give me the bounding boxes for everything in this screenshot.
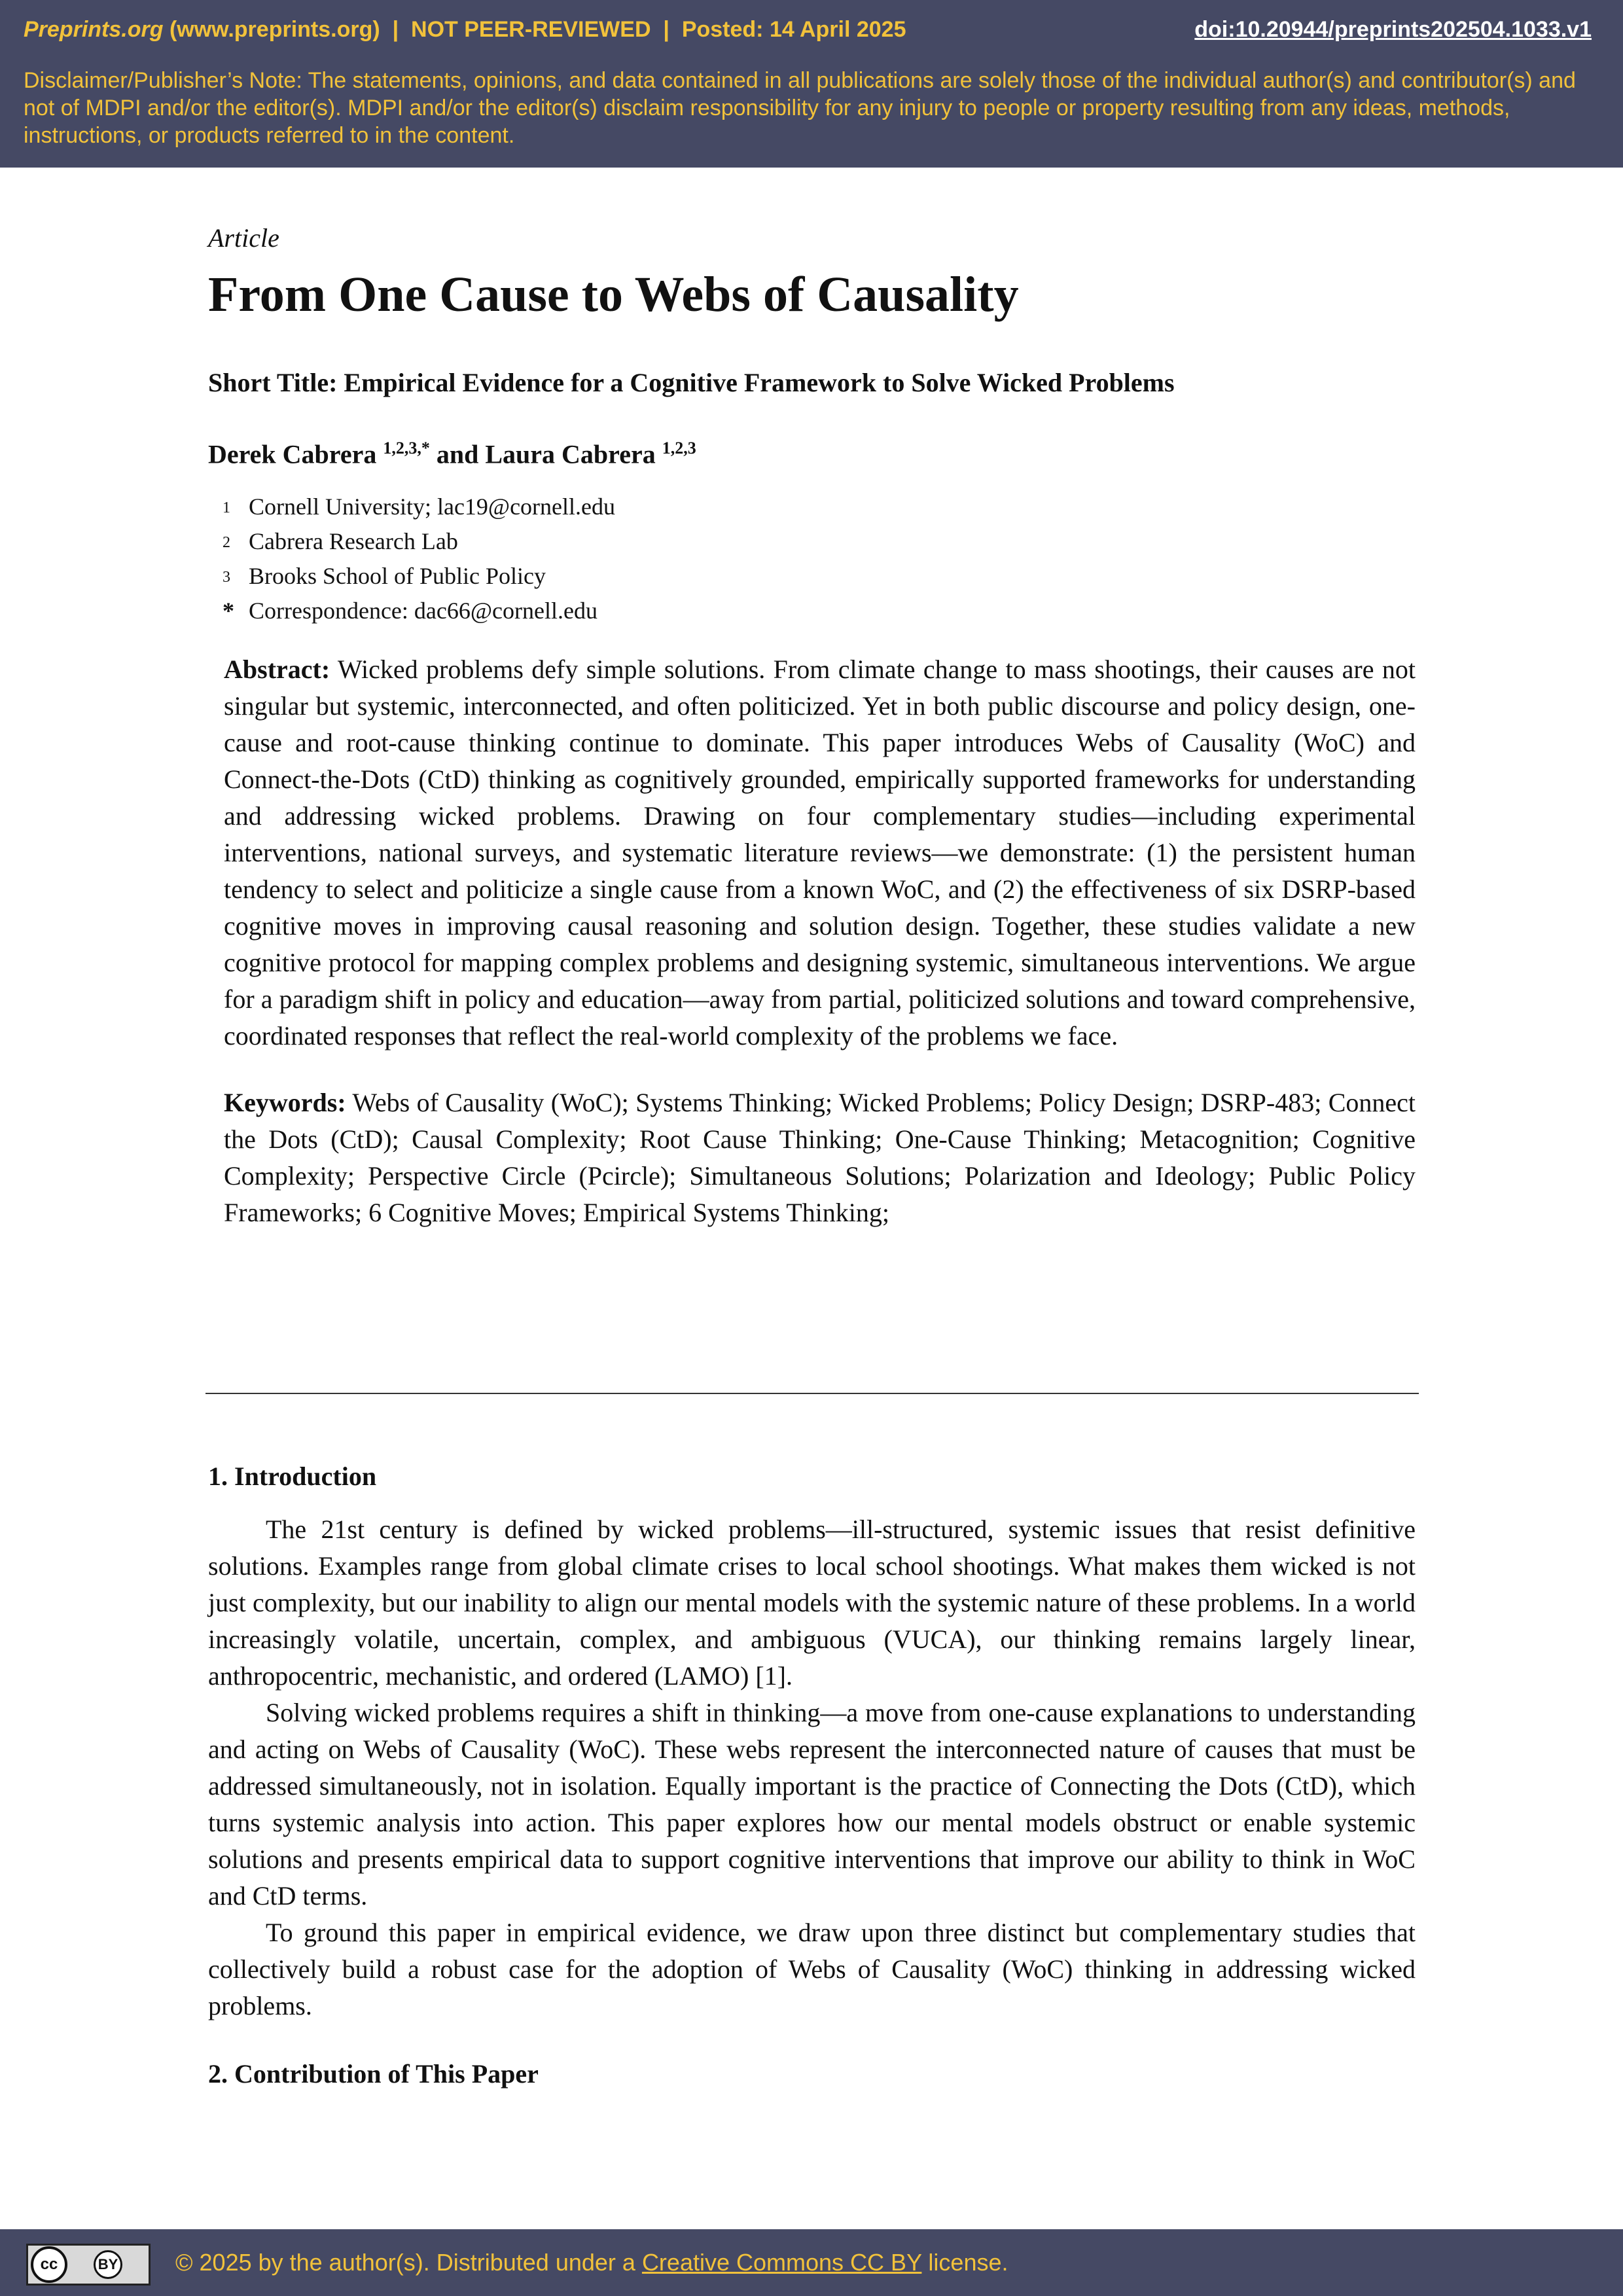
article-front-matter xyxy=(208,223,1416,1231)
author-conjunction: and xyxy=(436,439,479,469)
preprint-header xyxy=(0,0,1623,168)
license-prefix: © 2025 by the author(s). Distributed under a xyxy=(175,2249,635,2276)
author-affil-sup: 1,2,3 xyxy=(662,439,696,457)
affiliation-item xyxy=(223,525,1416,560)
abstract-text: Wicked problems defy simple solutions. From climate change to mass shootings, their causes are not singular but systemic, interconnected, and often politicized. Yet in both public discourse and policy design, one-cause and root-cause thinking continue to dominate. This paper introduces Webs of Causality (WoC) and Connect-the-Dots (CtD) thinking as cognitively grounded, empirically supported frameworks for understanding and addressing wicked problems. Drawing on four complementary studies—including experimental interventions, national surveys, and systematic literature reviews—we demonstrate: (1) the persistent human tendency to select and politicize a single cause from a known WoC, and (2) the effectiveness of six DSRP-based cognitive moves in improving causal reasoning and solution design. Together, these studies validate a new cognitive protocol for mapping complex problems and designing systemic, simultaneous interventions. We argue for a paradigm shift in policy and education—away from partial, politicized solutions and toward comprehensive, coordinated responses that reflect the real-world complexity of the problems we face. xyxy=(224,655,1416,1051)
article-title: From One Cause to Webs of Causality xyxy=(208,267,1019,322)
intro-paragraph: The 21st century is defined by wicked problems—ill-structured, systemic issues that resist definitive solutions. Examples range from global climate crises to local school shootings. What makes them wicked is not just complexity, but our inability to align our mental models with the systemic nature of these problems. In a world increasingly volatile, uncertain, complex, and ambiguous (VUCA), our thinking remains largely linear, anthropocentric, mechanistic, and ordered (LAMO) [1]. xyxy=(208,1515,1416,1691)
short-title: Short Title: Empirical Evidence for a Cognitive Framework to Solve Wicked Problems xyxy=(208,368,1175,397)
keywords-label: Keywords: xyxy=(224,1088,346,1118)
publisher-disclaimer: Disclaimer/Publisher’s Note: The statements, opinions, and data contained in all publications are solely those of the individual author(s) and contributor(s) and not of MDPI and/or the editor(s). MDPI and/or the editor(s) disclaim responsibility for any injury to people or property resulting from any ideas, methods, instructions, or products referred to in the content. xyxy=(24,68,1576,148)
affiliation-item xyxy=(223,490,1416,525)
posted-date: Posted: 14 April 2025 xyxy=(681,17,906,42)
license-link[interactable]: Creative Commons CC BY xyxy=(641,2249,922,2276)
keywords xyxy=(208,1085,1416,1231)
affiliation-number: 1 xyxy=(223,499,230,517)
license-footer xyxy=(0,2229,1623,2296)
license-suffix: license. xyxy=(928,2249,1008,2276)
correspondence-text: Correspondence: dac66@cornell.edu xyxy=(249,598,597,624)
section-divider xyxy=(205,1393,1419,1394)
header-info-line xyxy=(24,17,906,43)
article-type: Article xyxy=(208,223,279,253)
affiliation-item xyxy=(223,560,1416,594)
by-icon: BY xyxy=(94,2250,122,2279)
affiliation-number: 3 xyxy=(223,569,230,586)
intro-paragraph: To ground this paper in empirical evidence, we draw upon three distinct but complementary studies that collectively build a robust case for the adoption of Webs of Causality (WoC) thinking in addressing wicked problems. xyxy=(208,1918,1416,2020)
affiliation-text: Cabrera Research Lab xyxy=(249,528,458,555)
author-name: Derek Cabrera xyxy=(208,439,377,469)
author-list xyxy=(208,439,1416,469)
correspondence-item xyxy=(223,594,1416,628)
affiliation-text: Brooks School of Public Policy xyxy=(249,563,546,590)
introduction-section xyxy=(208,1461,1416,2089)
doi-link[interactable]: doi:10.20944/preprints202504.1033.v1 xyxy=(1194,17,1592,42)
keywords-text: Webs of Causality (WoC); Systems Thinking; Wicked Problems; Policy Design; DSRP-483; Connect the Dots (CtD); Causal Complexity; Root Cause Thinking; One-Cause Thinking; Metacognition; Cognitive Complexity; Perspective Circle (Pcircle); Simultaneous Solutions; Polarization and Ideology; Public Policy Frameworks; 6 Cognitive Moves; Empirical Systems Thinking; xyxy=(224,1088,1416,1228)
separator: | xyxy=(392,17,399,42)
cc-icon: cc xyxy=(31,2246,67,2283)
separator: | xyxy=(663,17,669,42)
affiliation-number: 2 xyxy=(223,534,230,552)
review-status: NOT PEER-REVIEWED xyxy=(411,17,651,42)
abstract-label: Abstract: xyxy=(224,655,330,685)
affiliation-text: Cornell University; lac19@cornell.edu xyxy=(249,493,616,520)
section-heading: 2. Contribution of This Paper xyxy=(208,2059,539,2089)
correspondence-marker: * xyxy=(223,598,234,624)
intro-paragraph: Solving wicked problems requires a shift in thinking—a move from one-cause explanations to understanding and acting on Webs of Causality (WoC). These webs represent the interconnected nature of causes that must be addressed simultaneously, not in isolation. Equally important is the practice of Connecting the Dots (CtD), which turns systemic analysis into action. This paper explores how our mental models obstruct or enable systemic solutions and presents empirical data to support cognitive interventions that improve our ability to think in WoC and CtD terms. xyxy=(208,1698,1416,1910)
author-name: Laura Cabrera xyxy=(485,439,656,469)
affiliations xyxy=(208,490,1416,628)
site-name[interactable]: Preprints.org xyxy=(24,17,164,42)
abstract xyxy=(208,651,1416,1054)
author-affil-sup: 1,2,3,* xyxy=(383,439,430,457)
cc-by-badge[interactable] xyxy=(26,2244,151,2286)
site-url[interactable]: (www.preprints.org) xyxy=(169,17,380,42)
license-text xyxy=(175,2249,1008,2276)
section-heading: 1. Introduction xyxy=(208,1462,377,1491)
